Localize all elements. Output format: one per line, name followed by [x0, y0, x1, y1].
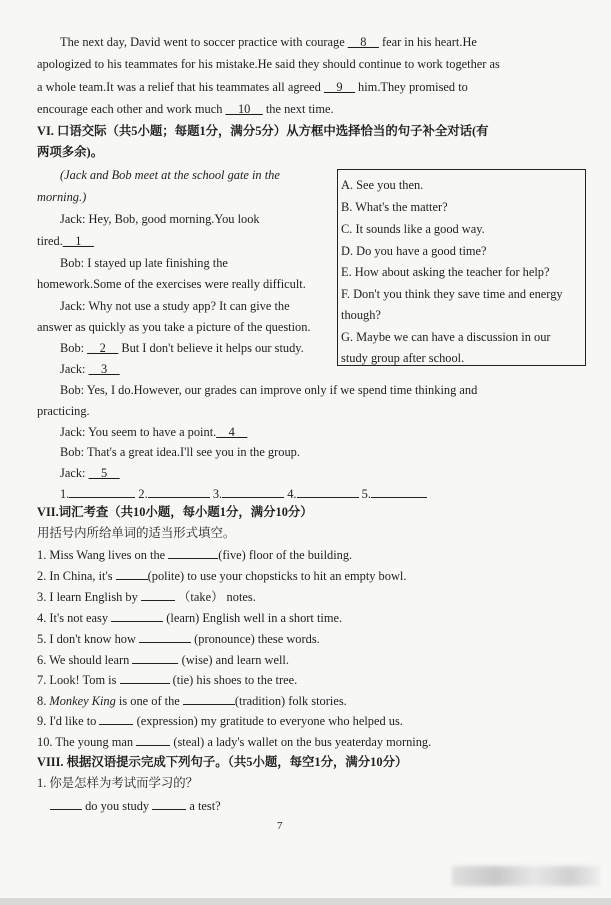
answer-label: 2.: [138, 487, 148, 501]
dialogue-line: homework.Some of the exercises were really difficult.: [37, 277, 306, 291]
section-7-title: VII.词汇考查（共10小题，每小题1分，满分10分）: [37, 505, 313, 519]
translate-blank[interactable]: [50, 797, 82, 810]
answer-label: 4.: [287, 487, 297, 501]
section-6-title-cont: 两项多余)。: [37, 145, 104, 159]
section-8-answer-1: do you study a test?: [50, 797, 221, 814]
page-number: 7: [277, 820, 283, 832]
vocab-blank[interactable]: [116, 567, 148, 580]
vocab-item: 9. I'd like to (expression) my gratitude to everyone who helped us.: [37, 714, 403, 728]
vocab-item: 2. In China, it's (polite) to use your chopsticks to hit an empty bowl.: [37, 569, 407, 583]
vocab-item: 10. The young man (steal) a lady's wallet on the bus yeaterday morning.: [37, 735, 432, 749]
option-d: D. Do you have a good time?: [341, 244, 487, 258]
option-b: B. What's the matter?: [341, 200, 448, 214]
vocab-blank[interactable]: [168, 546, 218, 559]
dialogue-line: tired.__1__: [37, 234, 94, 248]
vocab-item: 5. I don't know how (pronounce) these words.: [37, 632, 320, 646]
dialogue-line: Bob: I stayed up late finishing the: [60, 256, 228, 270]
dialogue-line: Jack: __3__: [60, 362, 120, 376]
dialogue-line: Jack: You seem to have a point.__4__: [60, 425, 248, 439]
translate-blank[interactable]: [152, 797, 186, 810]
answer-row: [60, 485, 427, 502]
vocab-blank[interactable]: [132, 651, 178, 664]
story-line-4: encourage each other and work much __10__ the next time.: [37, 102, 334, 116]
vocab-blank[interactable]: [141, 588, 175, 601]
scan-edge: [0, 898, 611, 905]
option-f-cont: though?: [341, 308, 381, 322]
answer-blank-4[interactable]: [297, 485, 359, 498]
story-line-3: a whole team.It was a relief that his teammates all agreed __9__ him.They promised to: [37, 80, 468, 94]
answer-label: 5.: [361, 487, 371, 501]
option-g-cont: study group after school.: [341, 351, 465, 365]
vocab-blank[interactable]: [183, 692, 235, 705]
dialogue-context-cont: morning.): [37, 190, 87, 204]
dialogue-line: Bob: __2__ But I don't believe it helps our study.: [60, 341, 304, 355]
answer-label: 3.: [212, 487, 223, 501]
dialogue-line: Jack: __5__: [60, 466, 120, 480]
vocab-blank[interactable]: [136, 733, 170, 746]
section-7-instruction: 用括号内所给单词的适当形式填空。: [37, 526, 236, 540]
option-f: F. Don't you think they save time and energy: [341, 287, 563, 301]
vocab-item: 3. I learn English by （take） notes.: [37, 590, 256, 604]
story-line-1: The next day, David went to soccer practice with courage __8__ fear in his heart.He: [60, 35, 477, 49]
dialogue-line: practicing.: [37, 404, 90, 418]
answer-label: 1.: [60, 487, 70, 501]
dialogue-line: answer as quickly as you take a picture of the question.: [37, 320, 311, 334]
story-line-2: apologized to his teammates for his mistake.He said they should continue to work together as: [37, 57, 500, 71]
vocab-blank[interactable]: [139, 630, 191, 643]
vocab-item: 8. Monkey King is one of the (tradition) folk stories.: [37, 694, 347, 708]
vocab-item: 7. Look! Tom is (tie) his shoes to the tree.: [37, 673, 298, 687]
option-e: E. How about asking the teacher for help?: [341, 265, 550, 279]
vocab-item: 4. It's not easy (learn) English well in a short time.: [37, 611, 343, 625]
answer-blank-3[interactable]: [222, 485, 284, 498]
section-8-title: VIII. 根据汉语提示完成下列句子。（共5小题，每空1分，满分10分）: [37, 755, 408, 769]
dialogue-line: Jack: Hey, Bob, good morning.You look: [60, 212, 260, 226]
vocab-blank[interactable]: [111, 609, 163, 622]
vocab-item: 1. Miss Wang lives on the (five) floor of the building.: [37, 548, 353, 562]
vocab-item: 6. We should learn (wise) and learn well.: [37, 653, 289, 667]
option-g: G. Maybe we can have a discussion in our: [341, 330, 551, 344]
answer-blank-2[interactable]: [148, 485, 210, 498]
vocab-blank[interactable]: [120, 671, 170, 684]
answer-blank-1[interactable]: [69, 485, 135, 498]
dialogue-line: Bob: That's a great idea.I'll see you in the group.: [60, 445, 300, 459]
blurred-watermark: [452, 866, 600, 886]
section-8-question-1: 1. 你是怎样为考试而学习的？: [37, 776, 199, 790]
vocab-blank[interactable]: [99, 712, 133, 725]
answer-blank-5[interactable]: [371, 485, 427, 498]
dialogue-context: (Jack and Bob meet at the school gate in the: [60, 168, 280, 182]
dialogue-line: Bob: Yes, I do.However, our grades can improve only if we spend time thinking and: [60, 383, 478, 397]
section-6-title: VI. 口语交际（共5小题；每题1分，满分5分）从方框中选择恰当的句子补全对话(有: [37, 124, 489, 138]
option-a: A. See you then.: [341, 178, 424, 192]
option-c: C. It sounds like a good way.: [341, 222, 485, 236]
dialogue-line: Jack: Why not use a study app? It can give the: [60, 299, 290, 313]
